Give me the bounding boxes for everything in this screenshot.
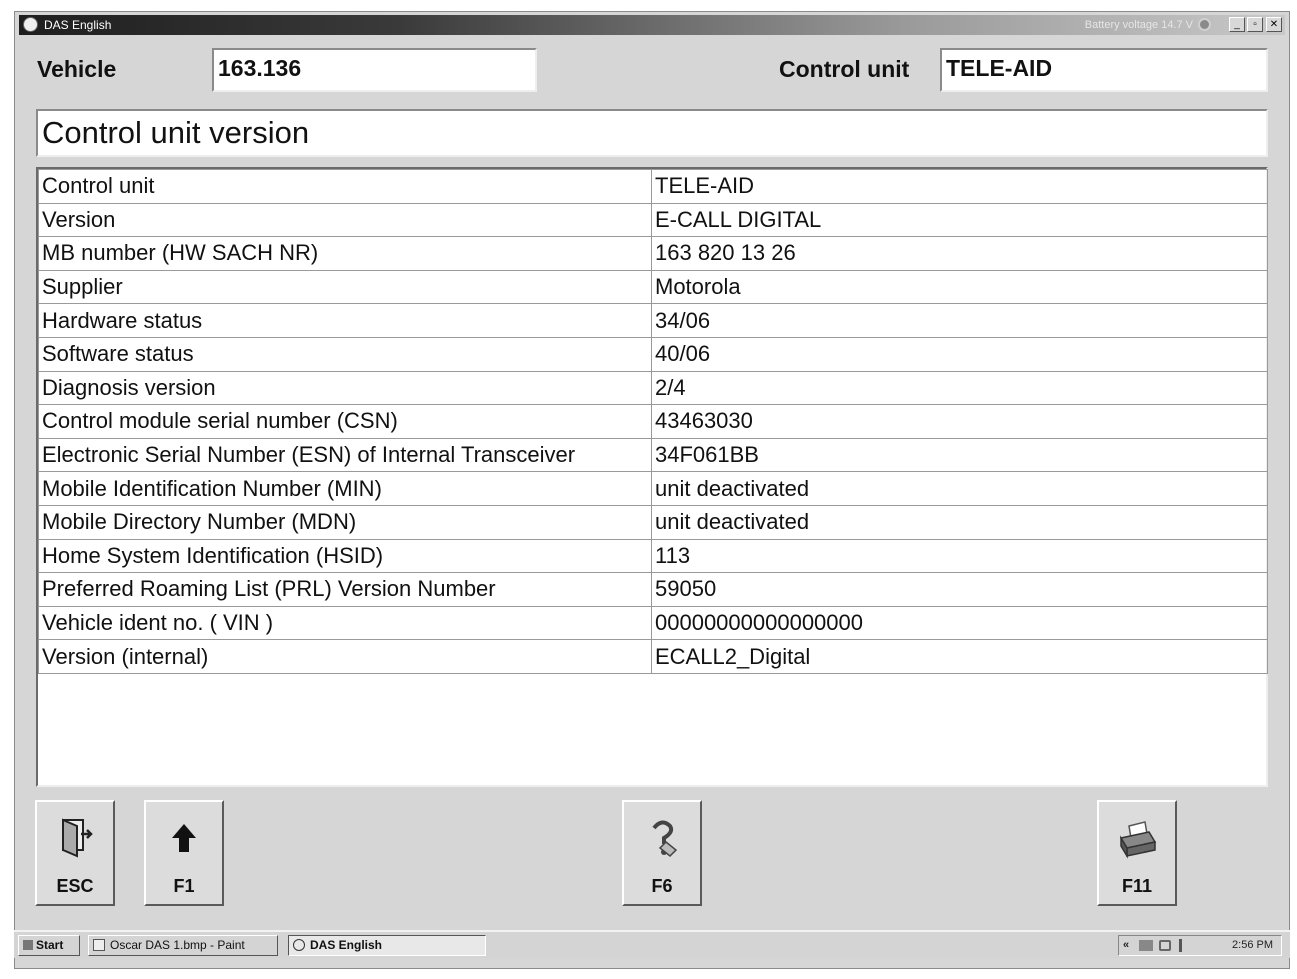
table-row <box>39 237 1268 271</box>
table-row <box>39 203 1268 237</box>
table-row <box>39 270 1268 304</box>
row-value: TELE-AID <box>652 170 1268 204</box>
f11-button[interactable] <box>1097 800 1177 906</box>
row-key: Electronic Serial Number (ESN) of Internal Transceiver <box>39 438 652 472</box>
row-value: 59050 <box>652 573 1268 607</box>
row-value: 163 820 13 26 <box>652 237 1268 271</box>
taskbar <box>14 930 1290 958</box>
network-icon <box>1139 940 1153 951</box>
row-key: Version (internal) <box>39 640 652 674</box>
maximize-button[interactable]: ▫ <box>1247 17 1263 32</box>
version-table-panel[interactable] <box>36 167 1268 787</box>
row-value: ECALL2_Digital <box>652 640 1268 674</box>
row-value: Motorola <box>652 270 1268 304</box>
row-key: Mobile Directory Number (MDN) <box>39 505 652 539</box>
control-unit-label: Control unit <box>779 56 910 82</box>
table-row <box>39 438 1268 472</box>
up-arrow-icon <box>146 812 222 870</box>
table-row <box>39 573 1268 607</box>
version-table <box>38 169 1268 674</box>
taskbar-item-das-label: DAS English <box>310 938 383 952</box>
f6-label: F6 <box>651 876 673 896</box>
table-row <box>39 405 1268 439</box>
taskbar-item-das[interactable] <box>288 935 486 956</box>
row-value: 113 <box>652 539 1268 573</box>
row-value: 40/06 <box>652 337 1268 371</box>
exit-door-icon <box>37 812 113 870</box>
start-label: Start <box>36 938 64 952</box>
row-value: 00000000000000000 <box>652 606 1268 640</box>
clock-text: 2:56 PM <box>1232 939 1273 951</box>
row-value: 2/4 <box>652 371 1268 405</box>
table-row <box>39 505 1268 539</box>
row-value: unit deactivated <box>652 472 1268 506</box>
row-key: Preferred Roaming List (PRL) Version Number <box>39 573 652 607</box>
volume-icon <box>1159 940 1171 951</box>
row-value: 43463030 <box>652 405 1268 439</box>
battery-voltage-text: Battery voltage 14.7 V <box>1084 19 1193 31</box>
battery-indicator-icon <box>1198 18 1211 31</box>
esc-button[interactable] <box>35 800 115 906</box>
vehicle-field: 163.136 <box>212 48 537 92</box>
table-row <box>39 170 1268 204</box>
row-key: Diagnosis version <box>39 371 652 405</box>
table-row <box>39 304 1268 338</box>
row-value: E-CALL DIGITAL <box>652 203 1268 237</box>
section-title: Control unit version <box>36 109 1268 157</box>
vehicle-label: Vehicle <box>37 56 117 82</box>
row-key: Software status <box>39 337 652 371</box>
usb-icon <box>1179 939 1182 952</box>
row-key: Home System Identification (HSID) <box>39 539 652 573</box>
table-row <box>39 606 1268 640</box>
help-icon <box>624 812 700 870</box>
row-key: MB number (HW SACH NR) <box>39 237 652 271</box>
table-row <box>39 337 1268 371</box>
start-button[interactable] <box>18 935 80 956</box>
windows-logo-icon <box>23 940 33 950</box>
row-value: unit deactivated <box>652 505 1268 539</box>
taskbar-item-paint[interactable] <box>88 935 278 956</box>
title-bar <box>19 15 1285 35</box>
control-unit-field: TELE-AID <box>940 48 1268 92</box>
row-key: Mobile Identification Number (MIN) <box>39 472 652 506</box>
close-button[interactable]: ✕ <box>1266 17 1282 32</box>
paint-icon <box>93 939 105 951</box>
row-value: 34/06 <box>652 304 1268 338</box>
row-key: Version <box>39 203 652 237</box>
f1-button[interactable] <box>144 800 224 906</box>
table-row <box>39 371 1268 405</box>
taskbar-item-paint-label: Oscar DAS 1.bmp - Paint <box>110 938 245 952</box>
printer-icon <box>1099 812 1175 870</box>
row-key: Control module serial number (CSN) <box>39 405 652 439</box>
table-row <box>39 640 1268 674</box>
minimize-button[interactable]: _ <box>1229 17 1245 32</box>
row-key: Hardware status <box>39 304 652 338</box>
app-window <box>14 11 1290 969</box>
window-title: DAS English <box>44 18 112 32</box>
row-value: 34F061BB <box>652 438 1268 472</box>
f11-label: F11 <box>1121 876 1153 896</box>
row-key: Control unit <box>39 170 652 204</box>
table-row <box>39 472 1268 506</box>
esc-label: ESC <box>56 876 94 896</box>
tray-expand-icon[interactable]: « <box>1123 939 1130 951</box>
f1-label: F1 <box>173 876 195 896</box>
row-key: Vehicle ident no. ( VIN ) <box>39 606 652 640</box>
system-tray <box>1118 935 1282 956</box>
das-icon <box>293 939 305 951</box>
app-icon <box>23 17 38 32</box>
row-key: Supplier <box>39 270 652 304</box>
f6-button[interactable] <box>622 800 702 906</box>
table-row <box>39 539 1268 573</box>
